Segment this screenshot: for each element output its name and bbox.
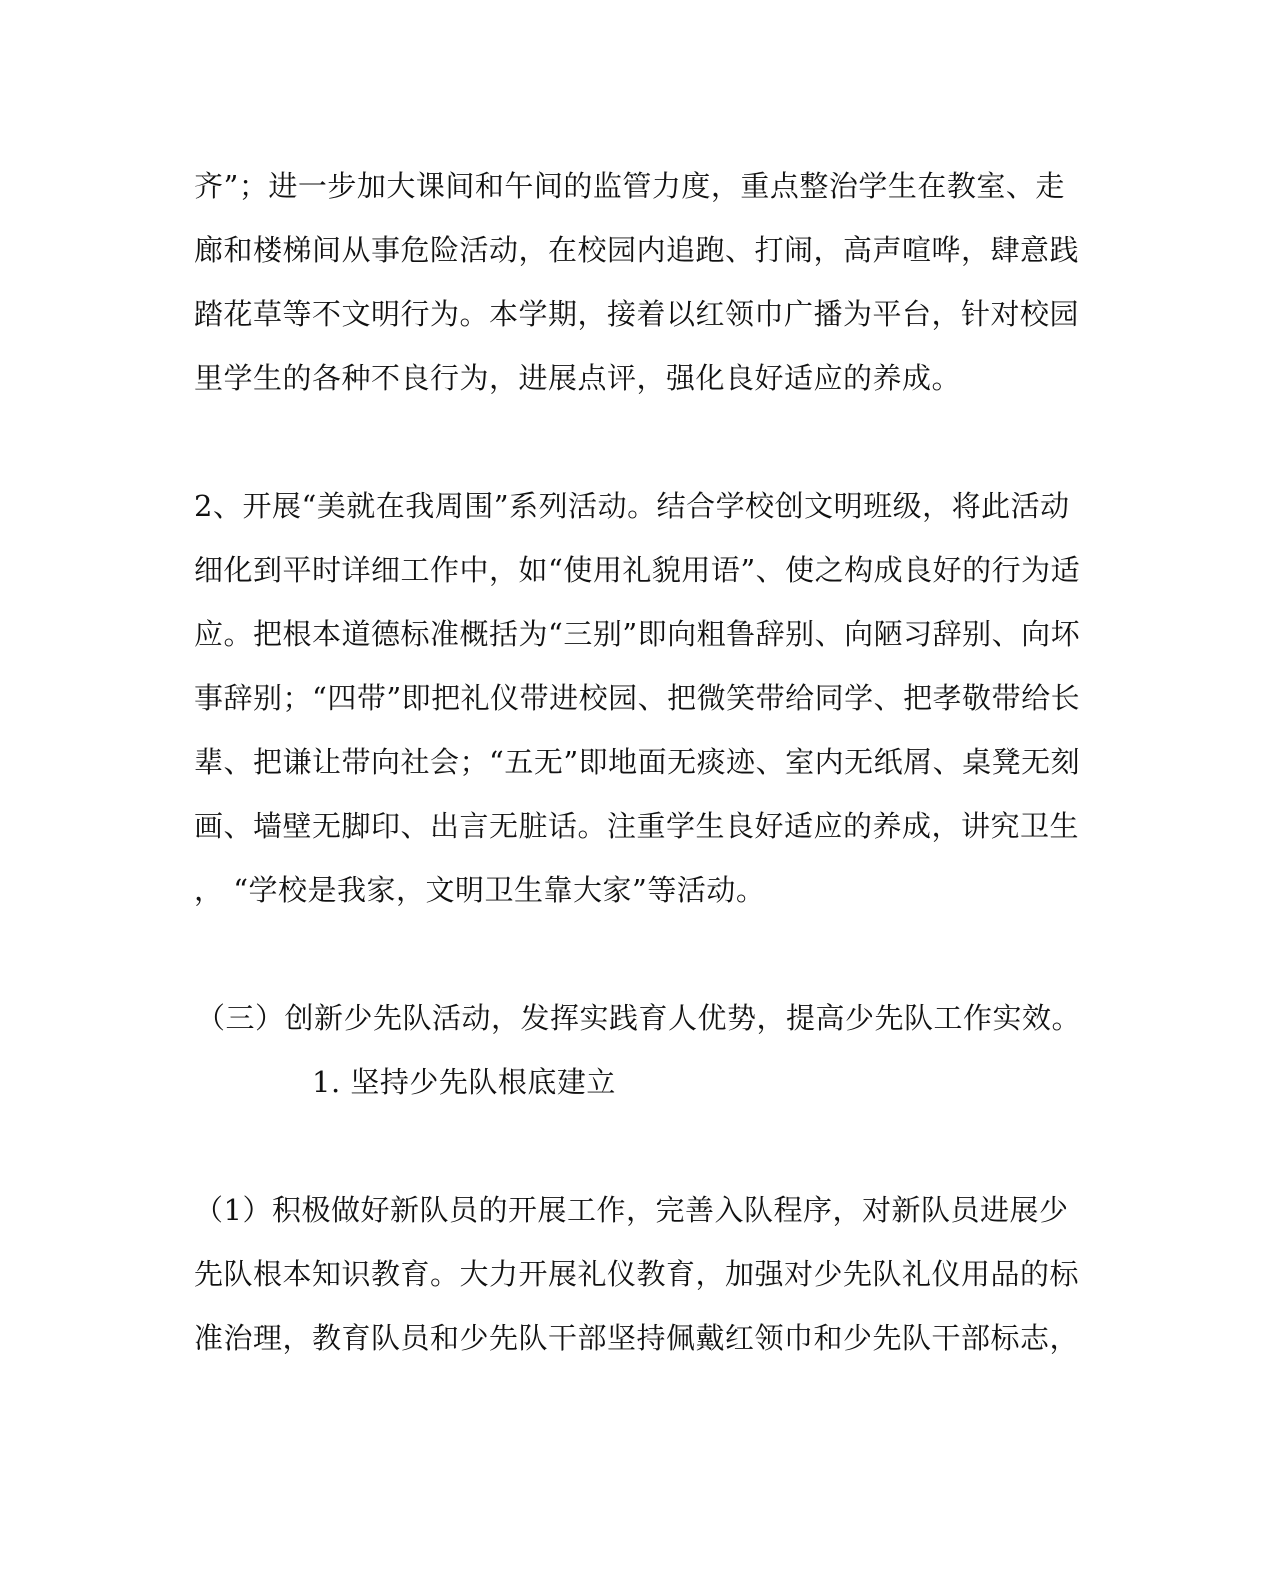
paragraph-2-line-3: 应。把根本道德标准概括为“三别”即向粗鲁辞别、向陋习辞别、向坏 [194, 617, 1081, 651]
paragraph-2-line-5: 辈、把谦让带向社会；“五无”即地面无痰迹、室内无纸屑、桌凳无刻 [194, 745, 1081, 779]
section-heading: （三）创新少先队活动，发挥实践育人优势，提高少先队工作实效。 [196, 1001, 1082, 1035]
paragraph-3-line-3: 准治理，教育队员和少先队干部坚持佩戴红领巾和少先队干部标志， [194, 1321, 1080, 1355]
paragraph-2-line-4: 事辞别；“四带”即把礼仪带进校园、把微笑带给同学、把孝敬带给长 [194, 681, 1081, 715]
paragraph-1-line-1: 齐”；进一步加大课间和午间的监管力度，重点整治学生在教室、走 [194, 169, 1065, 203]
paragraph-3-line-1: （1）积极做好新队员的开展工作，完善入队程序，对新队员进展少 [194, 1193, 1069, 1227]
subheading: 1. 坚持少先队根底建立 [312, 1065, 616, 1099]
paragraph-2-line-6: 画、墙壁无脚印、出言无脏话。注重学生良好适应的养成，讲究卫生 [194, 809, 1080, 843]
paragraph-2-line-2: 细化到平时详细工作中，如“使用礼貌用语”、使之构成良好的行为适 [194, 553, 1081, 587]
paragraph-1-line-2: 廊和楼梯间从事危险活动，在校园内追跑、打闹，高声喧哗，肆意践 [194, 233, 1080, 267]
paragraph-2-line-7: ， “学校是我家，文明卫生靠大家”等活动。 [194, 873, 766, 907]
paragraph-3-line-2: 先队根本知识教育。大力开展礼仪教育，加强对少先队礼仪用品的标 [194, 1257, 1080, 1291]
paragraph-1-line-3: 踏花草等不文明行为。本学期，接着以红领巾广播为平台，针对校园 [194, 297, 1080, 331]
paragraph-1-line-4: 里学生的各种不良行为，进展点评，强化良好适应的养成。 [194, 361, 962, 395]
paragraph-2-line-1: 2、开展“美就在我周围”系列活动。结合学校创文明班级，将此活动 [194, 489, 1070, 523]
